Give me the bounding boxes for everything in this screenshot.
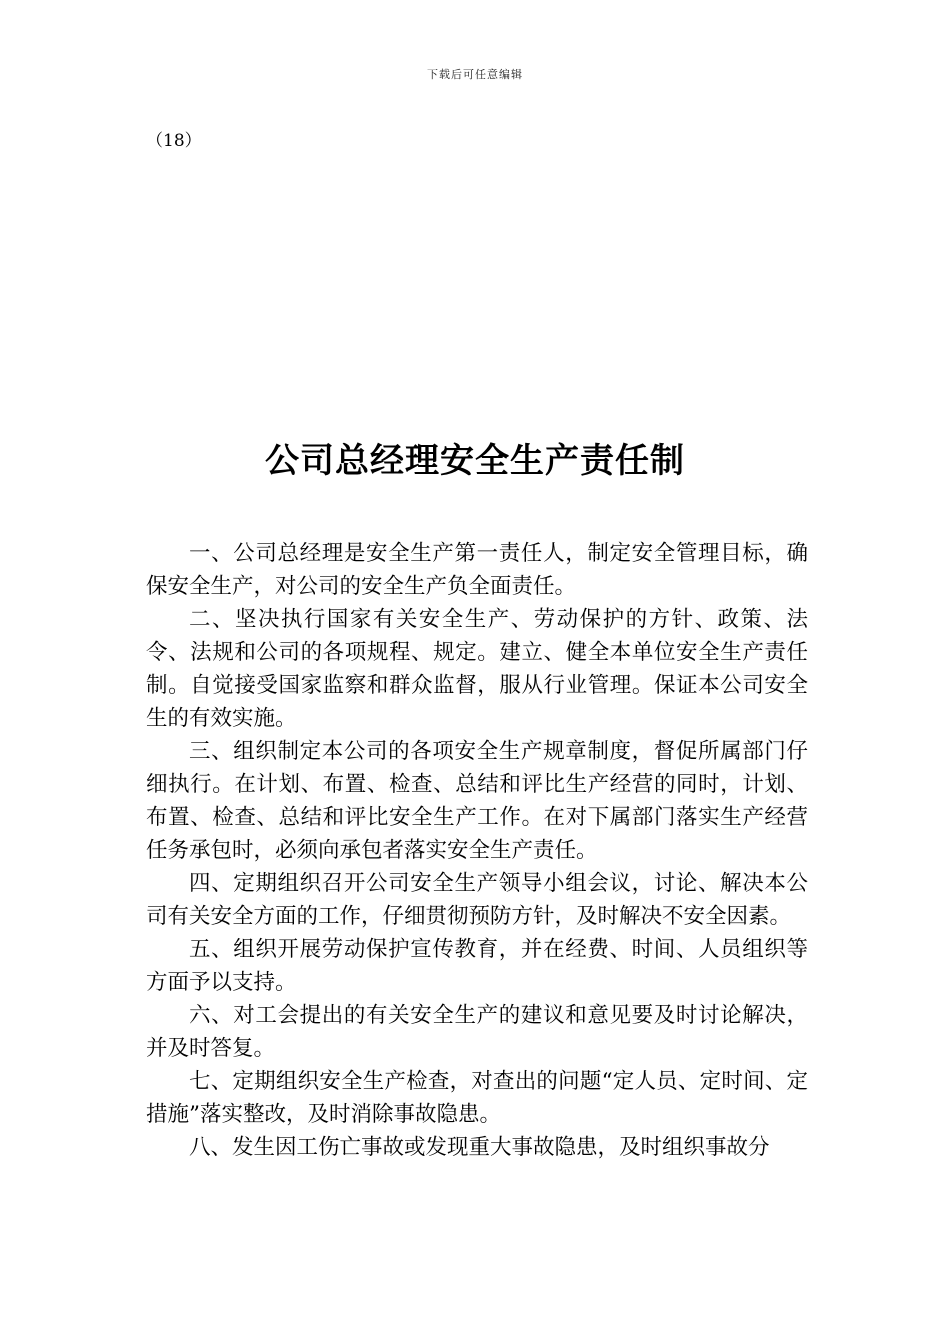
paragraph-1: 一、公司总经理是安全生产第一责任人，制定安全管理目标，确保安全生产，对公司的安全生产负全面责任。 — [146, 541, 808, 599]
document-title: 公司总经理安全生产责任制 — [265, 441, 685, 481]
header-note: 下载后可任意编辑 — [427, 68, 523, 81]
paragraph-5: 五、组织开展劳动保护宣传教育，并在经费、时间、人员组织等方面予以支持。 — [146, 937, 808, 995]
paragraph-3: 三、组织制定本公司的各项安全生产规章制度，督促所属部门仔细执行。在计划、布置、检查、总结和评比生产经营的同时，计划、布置、检查、总结和评比安全生产工作。在对下属部门落实生产经营任务承包时，必须向承包者落实安全生产责任。 — [146, 739, 808, 863]
paragraph-2: 二、坚决执行国家有关安全生产、劳动保护的方针、政策、法令、法规和公司的各项规程、规定。建立、健全本单位安全生产责任制。自觉接受国家监察和群众监督，服从行业管理。保证本公司安全生的有效实施。 — [146, 607, 808, 731]
paragraph-8: 八、发生因工伤亡事故或发现重大事故隐患，及时组织事故分 — [189, 1135, 770, 1160]
paragraph-4: 四、定期组织召开公司安全生产领导小组会议，讨论、解决本公司有关安全方面的工作，仔细贯彻预防方针，及时解决不安全因素。 — [146, 871, 808, 929]
document-body — [146, 537, 808, 1164]
paragraph-7: 七、定期组织安全生产检查，对查出的问题“定人员、定时间、定措施”落实整改，及时消除事故隐患。 — [146, 1069, 808, 1127]
paragraph-6: 六、对工会提出的有关安全生产的建议和意见要及时讨论解决，并及时答复。 — [146, 1003, 808, 1061]
page-number: （18） — [146, 131, 202, 151]
